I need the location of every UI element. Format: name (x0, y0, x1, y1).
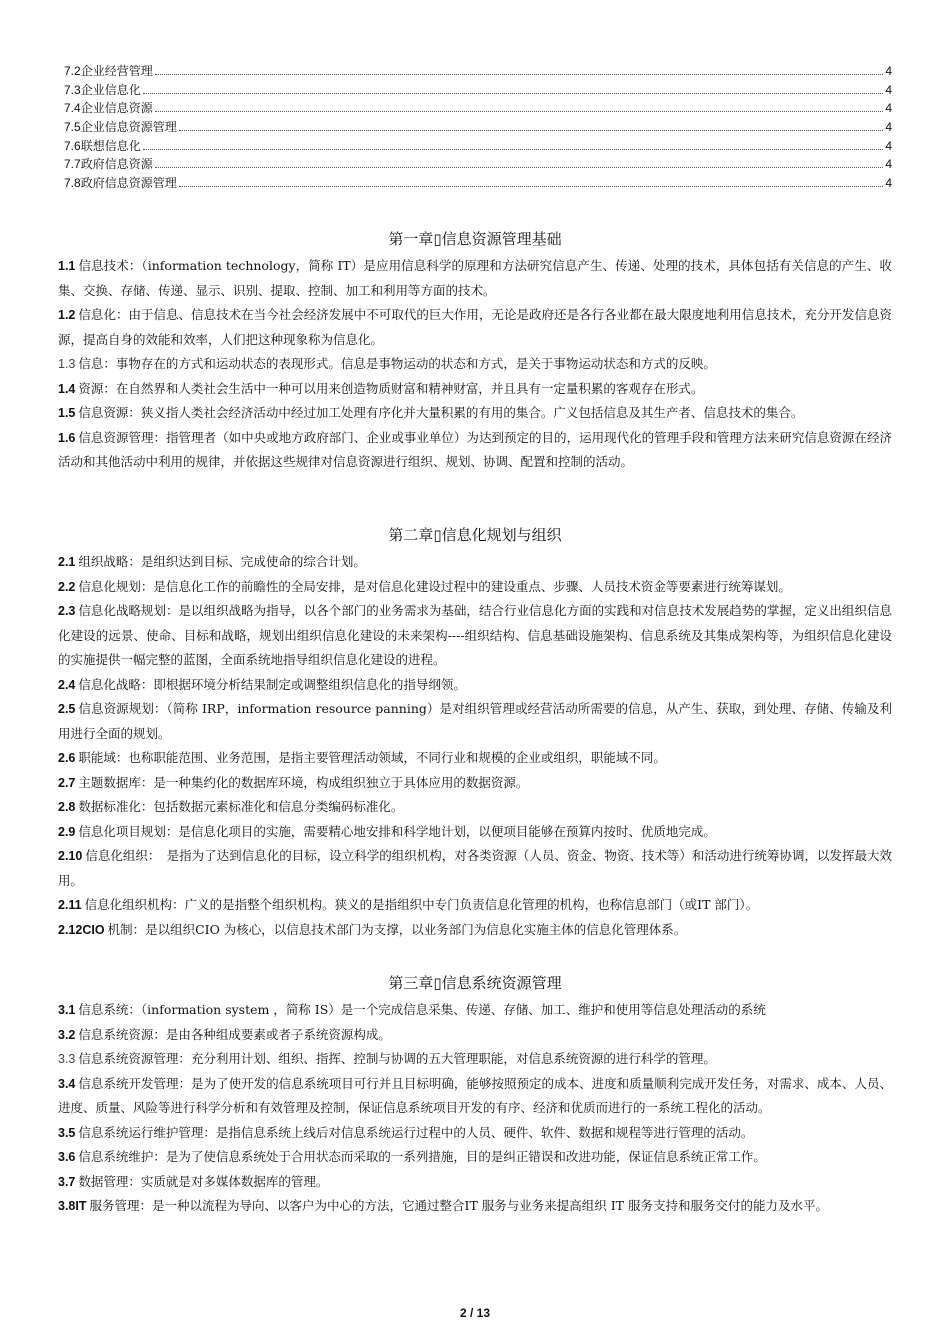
definition-number: 1.6 (58, 430, 76, 445)
definition-text: 信息化战略规划：是以组织战略为指导，以各个部门的业务需求为基础，结合行业信息化方面的实践和对信息技术发展趋势的掌握，定义出组织信息化建设的远景、使命、目标和战略，规划出组织信息化建设的未来架构----组织结构、信息基础设施架构、信息系统及其集成架构等，为组织信息化建设的实施提供一幅完整的蓝图，全面系统地指导组织信息化建设的进程。 (58, 603, 892, 667)
definition-text: 数据管理：实质就是对多媒体数据库的管理。 (78, 1173, 329, 1189)
toc-entry-number: 7.7 (64, 157, 81, 172)
toc-entry[interactable] (64, 174, 892, 193)
toc-entry-page: 4 (885, 82, 892, 97)
toc-entry-page: 4 (885, 101, 892, 116)
definition-text: 机制：是以组织CIO 为核心，以信息技术部门为支撑，以业务部门为信息化实施主体的信息化管理体系。 (107, 921, 687, 937)
toc-entry-page: 4 (885, 157, 892, 172)
definition-paragraph (58, 1121, 892, 1146)
definition-number: 2.3 (58, 604, 76, 618)
toc-entry-label (64, 62, 153, 81)
definition-paragraph (58, 820, 892, 845)
definition-paragraph (58, 1194, 892, 1219)
toc-entry-title: 企业经营管理 (80, 64, 153, 78)
definition-paragraph (58, 998, 892, 1023)
definition-number: 3.8IT (58, 1199, 87, 1213)
definition-text: 信息系统维护：是为了使信息系统处于合用状态而采取的一系列措施，目的是纠正错误和改进功能，保证信息系统正常工作。 (78, 1149, 766, 1164)
definition-number: 2.10 (58, 849, 83, 863)
definition-text: 信息系统资源：是由各种组成要素或者子系统资源构成。 (78, 1026, 391, 1042)
toc-entry-title: 企业信息资源 (80, 101, 153, 116)
definition-number: 2.11 (58, 898, 82, 912)
definition-text: 信息系统运行维护管理：是指信息系统上线后对信息系统运行过程中的人员、硬件、软件、数据和规程等进行管理的活动。 (78, 1124, 754, 1140)
definition-paragraph (58, 1023, 892, 1048)
definition-paragraph (58, 377, 892, 402)
definition-number: 1.3 (58, 357, 76, 371)
definition-paragraph (58, 1072, 892, 1121)
definition-text: 信息化组织机构：广义的是指整个组织机构。狭义的是指组织中专门负责信息化管理的机构，也称信息部门（或IT 部门）。 (84, 897, 759, 912)
toc-entry-label (64, 155, 153, 174)
toc-entry[interactable] (64, 81, 892, 100)
definition-paragraph (58, 550, 892, 575)
chapter-2-section (58, 520, 892, 942)
toc-entry-title: 企业信息资源管理 (80, 120, 177, 135)
definition-paragraph (58, 575, 892, 600)
definition-paragraph (58, 673, 892, 698)
toc-entry-label (64, 81, 141, 100)
chapter-3-section (58, 968, 892, 1219)
definition-paragraph (58, 1047, 892, 1072)
toc-entry-label (64, 118, 177, 137)
toc-entry[interactable] (64, 118, 892, 137)
toc-dot-leader (155, 166, 884, 168)
definition-number: 3.5 (58, 1125, 76, 1140)
definition-number: 3.2 (58, 1027, 76, 1042)
definition-text: 信息化规划：是信息化工作的前瞻性的全局安排，是对信息化建设过程中的建设重点、步骤、人员技术资金等要素进行统筹谋划。 (78, 578, 791, 594)
definition-text: 信息：事物存在的方式和运动状态的表现形式。信息是事物运动的状态和方式，是关于事物运动状态和方式的反映。 (78, 356, 716, 371)
toc-entry-number: 7.2 (64, 64, 81, 78)
toc-entry-number: 7.6 (64, 138, 81, 153)
definition-number: 3.4 (58, 1076, 76, 1091)
chapter-title: 第一章▯信息资源管理基础 (388, 230, 562, 248)
toc-entry[interactable] (64, 137, 892, 156)
definition-text: 信息系统开发管理：是为了使开发的信息系统项目可行并且目标明确，能够按照预定的成本、进度和质量顺利完成开发任务，对需求、成本、人员、进度、质量、风险等进行科学分析和有效管理及控制，保证信息系统项目开发的有序、经济和优质而进行的一系统工程化的活动。 (58, 1075, 892, 1115)
toc-entry-title: 联想信息化 (80, 138, 141, 153)
toc-entry-title: 政府信息资源管理 (80, 176, 177, 191)
toc-entry-page: 4 (885, 138, 892, 153)
definition-number: 2.5 (58, 702, 76, 716)
toc-entry[interactable] (64, 155, 892, 174)
definition-text: 信息系统资源管理：充分利用计划、组织、指挥、控制与协调的五大管理职能，对信息系统资源的进行科学的管理。 (78, 1051, 716, 1066)
toc-dot-leader (155, 73, 884, 75)
definition-number: 3.6 (58, 1150, 76, 1164)
definition-text: 信息资源规划：（简称 IRP，information resource panning）是对组织管理或经营活动所需要的信息，从产生、获取，到处理、存储、传输及利用进行全面的规划。 (58, 701, 892, 741)
toc-entry-label (64, 99, 153, 118)
page-separator: / (469, 1306, 474, 1320)
definition-text: 信息资源管理：指管理者（如中央或地方政府部门、企业或事业单位）为达到预定的目的，运用现代化的管理手段和管理方法来研究信息资源在经济活动和其他活动中利用的规律，并依据这些规律对信息资源进行组织、规划、协调、配置和控制的活动。 (58, 429, 892, 469)
definition-number: 2.6 (58, 751, 76, 765)
definition-paragraph (58, 918, 892, 943)
definition-text: 信息化：由于信息、信息技术在当今社会经济发展中不可取代的巨大作用，无论是政府还是各行各业都在最大限度地利用信息技术，充分开发信息资源，提高自身的效能和效率，人们把这种现象称为信息化。 (58, 307, 892, 347)
definition-paragraph (58, 401, 892, 426)
definition-paragraph (58, 893, 892, 918)
toc-entry-label (64, 174, 177, 193)
chapter-title: 第二章▯信息化规划与组织 (388, 526, 562, 544)
definition-number: 3.1 (58, 1003, 76, 1017)
definition-text: 信息技术：（information technology，简称 IT）是应用信息科学的原理和方法研究信息产生、传递、处理的技术，具体包括有关信息的产生、收集、交换、存储、传递、显示、识别、提取、控制、加工和利用等方面的技术。 (58, 258, 892, 298)
definition-paragraph (58, 746, 892, 771)
definition-text: 信息系统：（information system ，简称 IS）是一个完成信息采集、传递、存储、加工、维护和使用等信息处理活动的系统 (78, 1002, 766, 1017)
toc-dot-leader (155, 110, 884, 112)
definition-paragraph (58, 1170, 892, 1195)
definition-text: 主题数据库：是一种集约化的数据库环境，构成组织独立于具体应用的数据资源。 (78, 774, 529, 790)
definition-text: 数据标准化：包括数据元素标准化和信息分类编码标准化。 (78, 799, 404, 814)
toc-entry-title: 企业信息化 (80, 82, 141, 97)
definition-text: 服务管理：是一种以流程为导向、以客户为中心的方法，它通过整合IT 服务与业务来提高组织 IT 服务支持和服务交付的能力及水平。 (89, 1198, 828, 1213)
toc-entry-label (64, 137, 141, 156)
definition-paragraph (58, 795, 892, 820)
definition-text: 信息化战略：即根据环境分析结果制定或调整组织信息化的指导纲领。 (78, 676, 466, 692)
definition-text: 组织战略：是组织达到目标、完成使命的综合计划。 (78, 554, 366, 569)
definition-number: 2.2 (58, 579, 76, 594)
definition-paragraph (58, 352, 892, 377)
definition-text: 信息化项目规划：是信息化项目的实施，需要精心地安排和科学地计划，以便项目能够在预算内按时、优质地完成。 (78, 823, 716, 839)
definition-number: 2.1 (58, 555, 76, 569)
toc-entry-number: 7.3 (64, 82, 81, 97)
toc-entry-page: 4 (885, 176, 892, 191)
page-footer (0, 1306, 950, 1320)
page-number: 2 (459, 1306, 467, 1320)
table-of-contents (64, 62, 892, 193)
toc-dot-leader (143, 92, 884, 94)
definition-number: 1.5 (58, 406, 76, 420)
chapter-1-section (58, 224, 892, 475)
toc-dot-leader (143, 148, 884, 150)
definition-text: 资源：在自然界和人类社会生活中一种可以用来创造物质财富和精神财富，并且具有一定量积累的客观存在形式。 (78, 380, 704, 396)
toc-entry-number: 7.5 (64, 120, 81, 135)
toc-entry-page: 4 (885, 120, 892, 135)
definition-number: 2.4 (58, 677, 76, 692)
toc-entry[interactable] (64, 62, 892, 81)
toc-dot-leader (179, 129, 884, 131)
definition-number: 2.7 (58, 775, 76, 790)
page-total: 13 (476, 1306, 491, 1320)
toc-entry-title: 政府信息资源 (80, 157, 153, 172)
definition-number: 1.4 (58, 381, 76, 396)
definition-paragraph (58, 1145, 892, 1170)
definition-paragraph (58, 426, 892, 475)
definition-number: 3.3 (58, 1052, 76, 1066)
definition-number: 1.1 (58, 259, 76, 273)
definition-text: 信息资源：狭义指人类社会经济活动中经过加工处理有序化并大量积累的有用的集合。广义包括信息及其生产者、信息技术的集合。 (78, 405, 804, 420)
definition-text: 职能域：也称职能范围、业务范围，是指主要管理活动领域，不同行业和规模的企业或组织，职能域不同。 (78, 750, 666, 765)
definition-paragraph (58, 599, 892, 673)
toc-entry-number: 7.8 (64, 176, 81, 191)
definition-number: 2.12CIO (58, 922, 105, 937)
definition-number: 2.9 (58, 824, 76, 839)
definition-number: 1.2 (58, 308, 76, 322)
toc-dot-leader (179, 185, 884, 187)
definition-paragraph (58, 303, 892, 352)
definition-paragraph (58, 254, 892, 303)
definition-paragraph (58, 697, 892, 746)
toc-entry-number: 7.4 (64, 101, 81, 116)
definition-number: 3.7 (58, 1174, 76, 1189)
chapter-title: 第三章▯信息系统资源管理 (388, 974, 562, 992)
toc-entry[interactable] (64, 99, 892, 118)
definition-number: 2.8 (58, 800, 76, 814)
toc-entry-page: 4 (885, 64, 892, 78)
definition-paragraph (58, 771, 892, 796)
definition-text: 信息化组织： 是指为了达到信息化的目标，设立科学的组织机构，对各类资源（人员、资金、物资、技术等）和活动进行统筹协调，以发挥最大效用。 (58, 848, 892, 888)
definition-paragraph (58, 844, 892, 893)
